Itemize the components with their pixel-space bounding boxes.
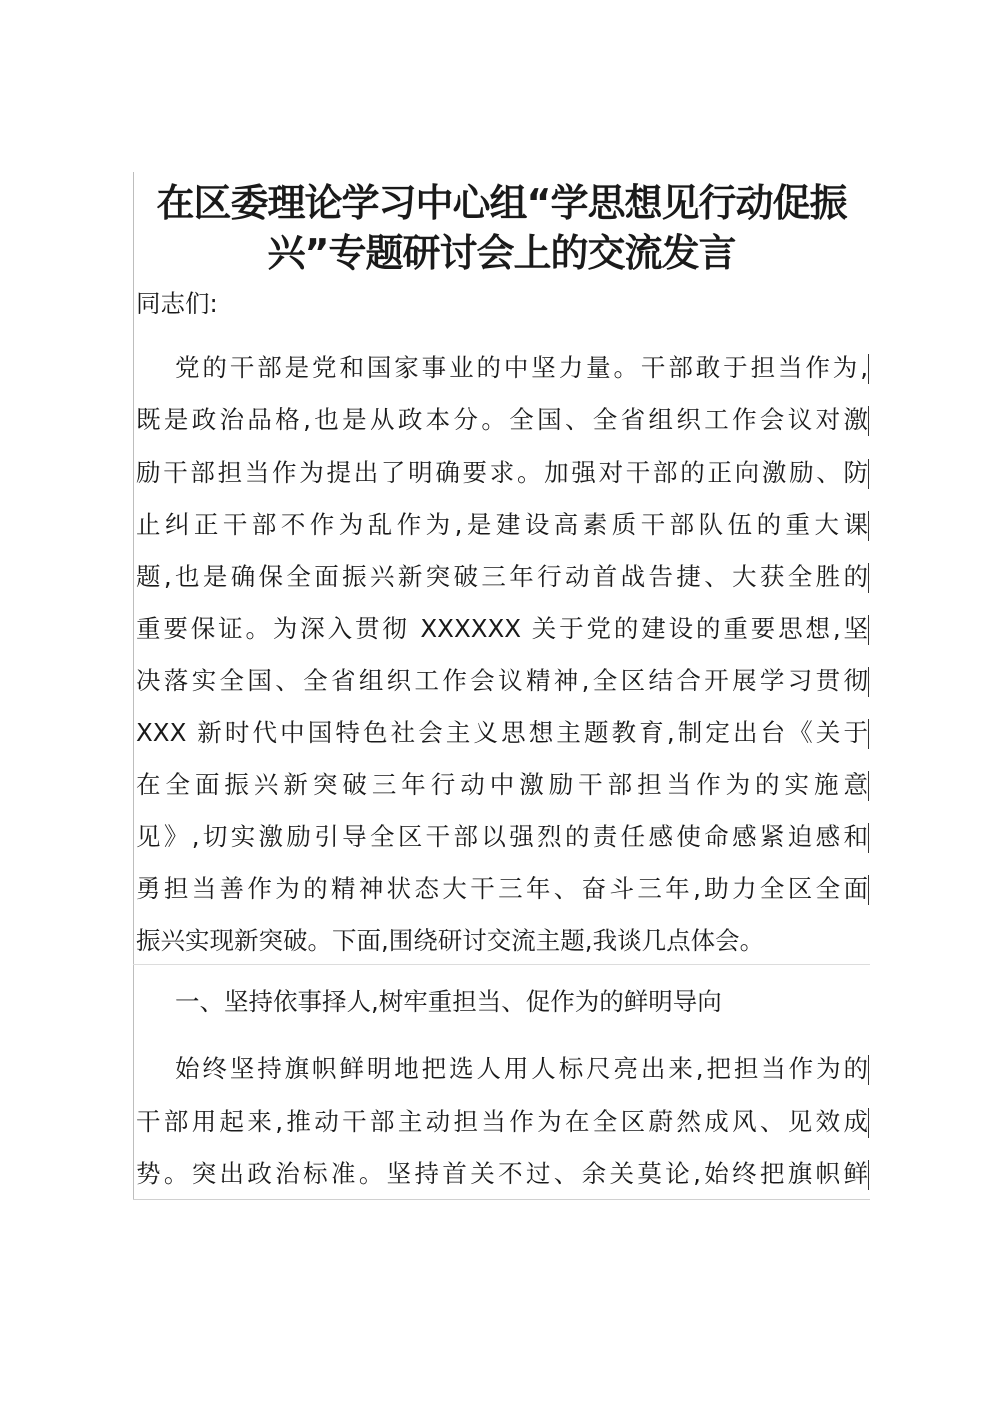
line-end-mark: [868, 1055, 869, 1085]
document-page: [133, 172, 870, 1200]
paragraph-1-line-3: 励干部担当作为提出了明确要求。加强对干部的正向激励、防: [136, 458, 868, 487]
paragraph-1-line-2: 既是政治品格,也是从政本分。全国、全省组织工作会议对激: [136, 405, 868, 434]
line-end-mark: [868, 1108, 869, 1138]
paragraph-1-line-10: 见》,切实激励引导全区干部以强烈的责任感使命感紧迫感和: [136, 822, 868, 851]
line-end-mark: [868, 459, 869, 489]
line-end-mark: [868, 563, 869, 593]
paragraph-2-line-3: 势。突出政治标准。坚持首关不过、余关莫论,始终把旗帜鲜: [136, 1159, 868, 1188]
paragraph-1-line-7: 决落实全国、全省组织工作会议精神,全区结合开展学习贯彻: [136, 666, 868, 695]
salutation: 同志们:: [136, 289, 218, 318]
paragraph-2-line-1: 始终坚持旗帜鲜明地把选人用人标尺亮出来,把担当作为的: [175, 1054, 868, 1083]
paragraph-1-line-12: 振兴实现新突破。下面,围绕研讨交流主题,我谈几点体会。: [136, 926, 765, 955]
paragraph-1-line-4: 止纠正干部不作为乱作为,是建设高素质干部队伍的重大课: [136, 510, 868, 539]
line-end-mark: [868, 615, 869, 645]
line-end-mark: [868, 1160, 869, 1190]
paragraph-1-line-9: 在全面振兴新突破三年行动中激励干部担当作为的实施意: [136, 770, 868, 799]
paragraph-2-line-2: 干部用起来,推动干部主动担当作为在全区蔚然成风、见效成: [136, 1107, 868, 1136]
line-end-mark: [868, 354, 869, 384]
paragraph-divider: [133, 964, 870, 965]
line-end-mark: [868, 823, 869, 853]
document-title-line-1: 在区委理论学习中心组“学思想见行动促振: [156, 181, 847, 225]
paragraph-1-line-1: 党的干部是党和国家事业的中坚力量。干部敢于担当作为,: [175, 353, 868, 382]
line-end-mark: [868, 667, 869, 697]
paragraph-1-line-8: XXX 新时代中国特色社会主义思想主题教育,制定出台《关于: [136, 718, 868, 747]
line-end-mark: [868, 771, 869, 801]
paragraph-1-line-11: 勇担当善作为的精神状态大干三年、奋斗三年,助力全区全面: [136, 874, 868, 903]
paragraph-1-line-6: 重要保证。为深入贯彻 XXXXXX 关于党的建设的重要思想,坚: [136, 614, 868, 643]
section-heading-1: 一、坚持依事择人,树牢重担当、促作为的鲜明导向: [175, 987, 722, 1016]
line-end-mark: [868, 406, 869, 436]
page-left-border: [133, 172, 134, 1200]
line-end-mark: [868, 511, 869, 541]
page-bottom-border: [133, 1199, 870, 1200]
line-end-mark: [868, 875, 869, 905]
line-end-mark: [868, 719, 869, 749]
paragraph-1-line-5: 题,也是确保全面振兴新突破三年行动首战告捷、大获全胜的: [136, 562, 868, 591]
document-title-line-2: 兴”专题研讨会上的交流发言: [267, 231, 736, 275]
